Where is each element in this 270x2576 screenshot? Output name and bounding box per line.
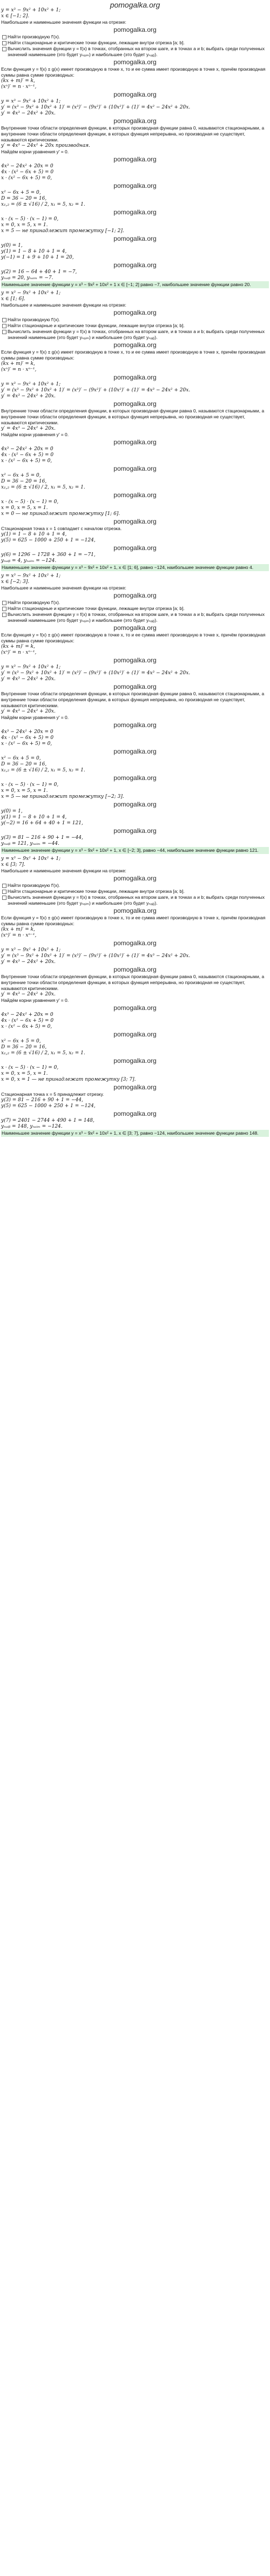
step-item	[1, 889, 269, 894]
math-line: y′ = (x³ − 9x² + 10x² + 1)′ = (x³)′ − (9x²)′ + (10x²)′ + (1)′ = 4x³ − 24x² + 20x.	[1, 670, 191, 676]
answer-highlight: Наименьшее значение функции y = x³ − 9x² + 10x² + 1, x ∈ [−2; 3], равно −44, наибольшее значение функции равно 121.	[1, 847, 269, 854]
math-line: y′ = (x³ − 9x² + 10x² + 1)′ = (x³)′ − (9x²)′ + (10x²)′ + (1)′ = 4x³ − 24x² + 20x.	[1, 953, 191, 959]
math-line: x = 0 — не принадлежит промежутку [1; 6].	[1, 511, 120, 517]
step-text: Найти производную f′(x).	[8, 883, 60, 888]
math-line: x · (x − 5) · (x − 1) = 0,	[1, 782, 59, 788]
math-line: x = 0, x = 5, x = 1.	[1, 1071, 48, 1076]
watermark: pomogalka.org	[113, 801, 157, 808]
math-line: x · (x² − 6x + 5) = 0,	[1, 175, 52, 181]
math-line: x ∈ [1; 6].	[1, 296, 25, 302]
answer-highlight: Наименьшее значение функции y = x³ − 9x² + 10x² + 1, x ∈ [1; 6], равно −124, наибольшее значение функции равно 4.	[1, 564, 269, 571]
watermark: pomogalka.org	[113, 748, 157, 755]
math-line: x² − 6x + 5 = 0,	[1, 190, 41, 195]
math-line: D = 36 − 20 = 16,	[1, 762, 47, 767]
math-line: x · (x² − 6x + 5) = 0,	[1, 741, 52, 747]
step-text: Вычислить значения функции y = f(x) в точках, отобранных на втором шаге, и в точках a и b; выбрать среди полученных значений наименьшее (это будет yₙₐᵢₘ) и наибольшее (это будет yₙₐᵢᵦ).	[8, 894, 266, 906]
step-item	[1, 323, 269, 329]
math-line: yₙₐᵢᵦ = 148, yₙₐᵢₘ = −124.	[1, 1124, 63, 1129]
watermark: pomogalka.org	[113, 91, 157, 98]
math-line: x · (x² − 6x + 5) = 0,	[1, 1024, 52, 1029]
text-line: Если функция y = f(x) ± g(x) имеет производную в точке x, то и ее сумма имеет производную в точке x, причём производная суммы равна сумме производных:	[1, 915, 267, 926]
step-item	[1, 894, 269, 906]
checkbox-icon	[2, 896, 6, 900]
math-line: 4x · (x² − 6x + 5) = 0	[1, 170, 54, 175]
step-text: Найти производную f′(x).	[8, 600, 60, 605]
math-line: x = 5 — не принадлежит промежутку [−2; 3].	[1, 794, 124, 799]
watermark: pomogalka.org	[113, 1004, 157, 1012]
math-line: y(5) = 625 − 1000 + 250 + 1 = −124,	[1, 1103, 96, 1109]
watermark: pomogalka.org	[113, 1057, 157, 1065]
text-line: Найдём корни уравнения y′ = 0.	[1, 998, 69, 1003]
task-section	[1, 8, 269, 290]
watermark: pomogalka.org	[113, 827, 157, 835]
watermark: pomogalka.org	[113, 592, 157, 599]
math-line: y′ = 4x³ − 24x² + 20x.	[1, 959, 56, 965]
math-line: y′ = 4x³ − 24x² + 20x.	[1, 111, 56, 116]
checkbox-icon	[2, 324, 6, 328]
text-line: Найдём корни уравнения y′ = 0.	[1, 715, 69, 720]
math-line: y(1) = 1 − 8 + 10 + 1 = 4,	[1, 815, 67, 820]
solution-content	[1, 8, 269, 1139]
step-text: Найти стационарные и критические точки функции, лежащие внутри отрезка [a; b].	[8, 323, 185, 328]
step-text: Вычислить значения функции y = f(x) в точках, отобранных на втором шаге, и в точках a и b; выбрать среди полученных значений наименьшее (это будет yₙₐᵢₘ) и наибольшее (это будет yₙₐᵢᵦ).	[8, 46, 266, 57]
text-line: Наибольшее и наименьшее значения функции на отрезке:	[1, 868, 126, 873]
math-line: y = x³ − 9x² + 10x² + 1;	[1, 947, 61, 953]
step-text: Найти стационарные и критические точки функции, лежащие внутри отрезка [a; b].	[8, 606, 185, 611]
math-line: x₁,₂ = (6 ± √16) / 2, x₁ = 5, x₂ = 1.	[1, 202, 85, 207]
watermark: pomogalka.org	[113, 624, 157, 632]
watermark: pomogalka.org	[113, 966, 157, 973]
math-line: y(2) = 16 − 64 + 40 + 1 = −7,	[1, 269, 77, 275]
math-line: D = 36 − 20 = 16,	[1, 479, 47, 484]
checkbox-icon	[2, 41, 6, 45]
step-text: Вычислить значения функции y = f(x) в точках, отобранных на втором шаге, и в точках a и b; выбрать среди полученных значений наименьшее (это будет yₙₐᵢₘ) и наибольшее (это будет yₙₐᵢᵦ).	[8, 612, 266, 623]
math-line: y(3) = 81 − 216 + 90 + 1 = −44,	[1, 1097, 83, 1103]
step-item	[1, 34, 269, 40]
watermark: pomogalka.org	[113, 58, 157, 66]
checkbox-icon	[2, 318, 6, 322]
step-text: Найти стационарные и критические точки функции, лежащие внутри отрезка [a; b].	[8, 889, 185, 894]
math-line: y = x³ − 9x² + 10x² + 1;	[1, 99, 61, 104]
math-line: x₁,₂ = (6 ± √16) / 2, x₁ = 5, x₂ = 1.	[1, 1050, 85, 1056]
text-line: Найдём корни уравнения y′ = 0.	[1, 432, 69, 437]
math-line: D = 36 − 20 = 16,	[1, 196, 47, 201]
step-text: Найти производную f′(x).	[8, 34, 60, 39]
watermark: pomogalka.org	[113, 235, 157, 242]
math-line: (kx + m)′ = k,	[1, 78, 35, 84]
step-text: Вычислить значения функции y = f(x) в точках, отобранных на втором шаге, и в точках a и b; выбрать среди полученных значений наименьшее (это будет yₙₐᵢₘ) и наибольшее (это будет yₙₐᵢᵦ).	[8, 329, 266, 340]
math-line: 4x · (x² − 6x + 5) = 0	[1, 1018, 54, 1023]
watermark: pomogalka.org	[113, 117, 157, 125]
math-line: x · (x − 5) · (x − 1) = 0,	[1, 499, 59, 505]
checkbox-icon	[2, 601, 6, 605]
text-line: Если функция y = f(x) ± g(x) имеет производную в точке x, то и ее сумма имеет производную в точке x, причём производная суммы равна сумме производных:	[1, 349, 267, 361]
math-line: x ∈ [3; 7].	[1, 862, 25, 867]
text-line: Внутренние точки области определения функции, в которых производная функции равна 0, называются стационарными, а внутренние точки области определения функции, в которых функция непрерывна, но производная не существует, называются критическими.	[1, 974, 266, 991]
watermark: pomogalka.org	[113, 208, 157, 216]
math-line: x = 0, x = 5, x = 1.	[1, 222, 48, 228]
watermark: pomogalka.org	[113, 309, 157, 316]
text-line: Стационарная точка x = 1 совпадает с началом отрезка.	[1, 526, 122, 531]
text-line: Наибольшее и наименьшее значения функции на отрезке:	[1, 585, 126, 591]
watermark: pomogalka.org	[113, 1083, 157, 1091]
checkbox-icon	[2, 890, 6, 894]
watermark: pomogalka.org	[113, 939, 157, 947]
math-line: (kx + m)′ = k,	[1, 927, 35, 932]
step-text: Найти стационарные и критические точки функции, лежащие внутри отрезка [a; b].	[8, 40, 185, 45]
step-item	[1, 40, 269, 46]
math-line: 4x³ − 24x² + 20x = 0	[1, 1012, 53, 1018]
math-line: 4x³ − 24x² + 20x = 0	[1, 164, 53, 169]
math-line: y′ = 4x³ − 24x² + 20x.	[1, 676, 56, 682]
answer-highlight: Наименьшее значение функции y = x³ − 9x² + 10x² + 1, x ∈ [3; 7], равно −124, наибольшее значение функции равно 148.	[1, 1130, 269, 1137]
math-line: x · (x − 5) · (x − 1) = 0,	[1, 216, 59, 222]
watermark: pomogalka.org	[113, 656, 157, 664]
step-text: Найти производную f′(x).	[8, 317, 60, 322]
math-line: 4x³ − 24x² + 20x = 0	[1, 446, 53, 452]
text-line: Если функция y = f(x) ± g(x) имеет производную в точке x, то и ее сумма имеет производную в точке x, причём производная суммы равна сумме производных:	[1, 66, 267, 78]
text-line: Если функция y = f(x) ± g(x) имеет производную в точке x, то и ее сумма имеет производную в точке x, причём производная суммы равна сумме производных:	[1, 632, 267, 643]
math-line: x = 5 — не принадлежит промежутку [−1; 2].	[1, 228, 124, 234]
task-section	[1, 290, 269, 573]
math-line: y(6) = 1296 − 1728 + 360 + 1 = −71,	[1, 552, 96, 558]
text-line: Внутренние точки области определения функции, в которых производная функции равна 0, называются стационарными, а внутренние точки области определения функции, в которых функция непрерывна, но производная не существует, называются критическими.	[1, 408, 266, 425]
step-item	[1, 600, 269, 606]
checkbox-icon	[2, 47, 6, 51]
checkbox-icon	[2, 607, 6, 611]
math-line: (xⁿ)′ = n · xⁿ⁻¹,	[1, 650, 37, 655]
math-line: y = x³ − 9x² + 10x² + 1;	[1, 290, 61, 296]
watermark: pomogalka.org	[113, 875, 157, 882]
step-item	[1, 606, 269, 612]
math-line: y′ = 4x³ − 24x² + 20x.	[1, 394, 56, 399]
math-line: 4x · (x² − 6x + 5) = 0	[1, 735, 54, 741]
math-line: (xⁿ)′ = n · xⁿ⁻¹,	[1, 367, 37, 372]
watermark: pomogalka.org	[113, 374, 157, 381]
math-line: yₙₐᵢᵦ = 20, yₙₐᵢₘ = −7.	[1, 275, 53, 281]
math-line: x · (x − 5) · (x − 1) = 0,	[1, 1065, 59, 1070]
math-line: y′ = (x³ − 9x² + 10x² + 1)′ = (x³)′ − (9x²)′ + (10x²)′ + (1)′ = 4x² − 24x² + 20x.	[1, 105, 191, 110]
watermark: pomogalka.org	[113, 155, 157, 163]
watermark: pomogalka.org	[113, 438, 157, 446]
math-line: y′ = 4x³ − 24x² + 20x.	[1, 992, 56, 997]
text-line: Наибольшее и наименьшее значения функции на отрезке:	[1, 19, 126, 25]
math-line: x · (x² − 6x + 5) = 0,	[1, 458, 52, 464]
math-line: y(−2) = 16 + 64 + 40 + 1 = 121,	[1, 821, 83, 826]
site-logo[interactable]: pomogalka.org	[110, 1, 160, 9]
watermark: pomogalka.org	[113, 261, 157, 269]
math-line: y′ = 4x³ − 24x² + 20x.	[1, 426, 56, 431]
watermark: pomogalka.org	[113, 1110, 157, 1117]
watermark: pomogalka.org	[113, 26, 157, 33]
watermark: pomogalka.org	[113, 544, 157, 552]
math-line: y = x³ − 9x² + 10x² + 1;	[1, 8, 61, 13]
math-line: y(−1) = 1 + 9 + 10 + 1 = 20,	[1, 255, 74, 260]
math-line: (xⁿ)′ = n · xⁿ⁻¹,	[1, 933, 37, 938]
watermark: pomogalka.org	[113, 341, 157, 349]
checkbox-icon	[2, 884, 6, 888]
watermark: pomogalka.org	[113, 491, 157, 499]
math-line: 4x³ − 24x² + 20x = 0	[1, 729, 53, 735]
watermark: pomogalka.org	[113, 182, 157, 189]
math-line: y(0) = 1,	[1, 809, 23, 814]
math-line: y(7) = 2401 − 2744 + 490 + 1 = 148,	[1, 1118, 94, 1123]
math-line: (kx + m)′ = k,	[1, 361, 35, 367]
watermark: pomogalka.org	[113, 683, 157, 690]
math-line: y = x³ − 9x² + 10x² + 1;	[1, 856, 61, 862]
checkbox-icon	[2, 330, 6, 334]
math-line: y′ = 4x³ − 24x² + 20x.	[1, 709, 56, 714]
math-line: x² − 6x + 5 = 0,	[1, 1039, 41, 1044]
answer-highlight: Наименьшее значение функции y = x³ − 9x² + 10x² + 1 x ∈ [−1; 2] равно −7, наибольшее значение функции равно 20.	[1, 281, 269, 288]
math-line: x₁,₂ = (6 ± √16) / 2, x₁ = 5, x₂ = 1.	[1, 768, 85, 773]
text-line: Наибольшее и наименьшее значения функции на отрезке:	[1, 302, 126, 308]
text-line: Стационарная точка x = 5 принадлежит отрезку.	[1, 1092, 104, 1097]
math-line: y(5) = 625 − 1000 + 250 + 1 = −124,	[1, 538, 96, 543]
math-line: y = x³ − 9x² + 10x² + 1;	[1, 665, 61, 670]
math-line: x² − 6x + 5 = 0,	[1, 756, 41, 761]
math-line: (xⁿ)′ = n · xⁿ⁻¹,	[1, 84, 37, 90]
math-line: y = x³ − 9x² + 10x² + 1;	[1, 382, 61, 387]
watermark: pomogalka.org	[113, 721, 157, 729]
watermark: pomogalka.org	[113, 400, 157, 408]
math-line: y(1) = 1 − 8 + 10 + 1 = 4,	[1, 249, 67, 254]
text-line: Внутренние точки области определения функции, в которых производная функции равна 0, называются стационарными, а внутренние точки области определения функции, в которых функция непрерывна, но производная не существует, называются критическими.	[1, 691, 266, 708]
watermark: pomogalka.org	[113, 518, 157, 525]
task-section	[1, 573, 269, 856]
watermark: pomogalka.org	[113, 1031, 157, 1038]
section-gap	[1, 1137, 269, 1139]
math-line: x = 0, x = 1 — не принадлежат промежутку [3; 7].	[1, 1077, 136, 1082]
checkbox-icon	[2, 613, 6, 617]
math-line: (kx + m)′ = k,	[1, 644, 35, 649]
math-line: yₙₐᵢᵦ = 121, yₙₐᵢₘ = −44.	[1, 841, 59, 846]
math-line: y(1) = 1 − 8 + 10 + 1 = 4,	[1, 532, 67, 537]
math-line: y(3) = 81 − 216 + 90 + 1 = −44,	[1, 835, 83, 840]
math-line: y(0) = 1,	[1, 243, 23, 248]
step-item	[1, 883, 269, 889]
step-item	[1, 612, 269, 623]
watermark: pomogalka.org	[113, 907, 157, 914]
checkbox-icon	[2, 35, 6, 39]
math-line: 4x · (x² − 6x + 5) = 0	[1, 452, 54, 458]
step-item	[1, 317, 269, 323]
math-line: D = 36 − 20 = 16,	[1, 1045, 47, 1050]
math-line: x = 0, x = 5, x = 1.	[1, 505, 48, 511]
text-line: Внутренние точки области определения функции, в которых производная функции равна 0, называются стационарными, а внутренние точки области определения функции, в которых функция непрерывна, но производная не существует, называются критическими.	[1, 125, 266, 143]
step-item	[1, 329, 269, 341]
math-line: x ∈ [−1; 2].	[1, 13, 30, 19]
math-line: y′ = 4x³ − 24x² + 20x производная.	[1, 143, 91, 148]
math-line: x² − 6x + 5 = 0,	[1, 473, 41, 478]
math-line: y′ = (x³ − 9x² + 10x² + 1)′ = (x³)′ − (9x²)′ + (10x²)′ + (1)′ = 4x³ − 24x² + 20x.	[1, 388, 191, 393]
math-line: x ∈ [−2; 3].	[1, 579, 30, 585]
watermark: pomogalka.org	[113, 465, 157, 472]
math-line: y = x³ − 9x² + 10x² + 1;	[1, 573, 61, 579]
task-section	[1, 856, 269, 1139]
step-item	[1, 46, 269, 58]
text-line: Найдём корни уравнения y′ = 0.	[1, 149, 69, 154]
math-line: x = 0, x = 5, x = 1.	[1, 788, 48, 794]
math-line: x₁,₂ = (6 ± √16) / 2, x₁ = 5, x₂ = 1.	[1, 485, 85, 490]
math-line: yₙₐᵢᵦ = 4, yₙₐᵢₘ = −124.	[1, 558, 57, 564]
watermark: pomogalka.org	[113, 774, 157, 782]
